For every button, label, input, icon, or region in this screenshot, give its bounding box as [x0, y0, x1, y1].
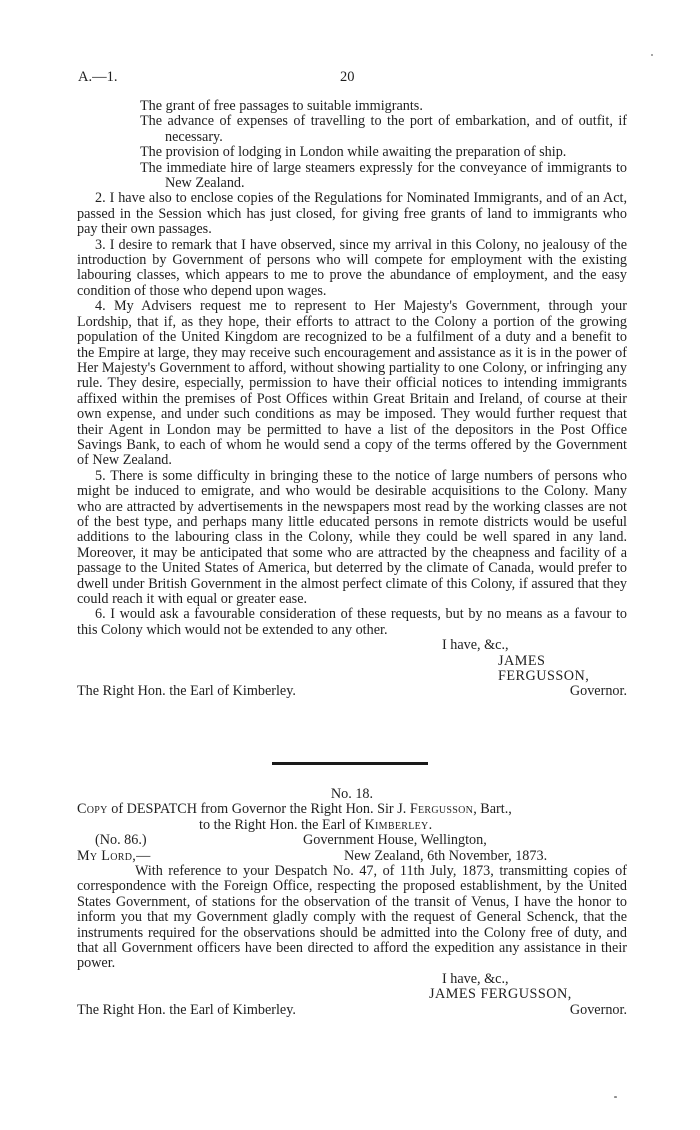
title-line2-name: Kimberley	[364, 816, 429, 833]
paragraph: 5. There is some difficulty in bringing these to the notice of large numbers of persons who might be induced to emigrate, and who would be desirable acquisitions to the Colony. Many who are attracted by advertisements in the newspapers most read by the working classes are not of the best type, and perhaps many little educated persons in remote districts would be useful additions to the labouring class in the Colony, while they could be well spared in any land. Moreover, it may be anticipated that some who are attracted by the cheapness and facility of a passage to the United States of America, but deterred by the climate of Canada, would prefer to dwell under British Government in the almost perfect climate of this Colony, if assured that they could reach it with equal or greater ease.	[77, 467, 627, 607]
paragraph: 2. I have also to enclose copies of the Regulations for Nominated Immigrants, and of an Act, passed in the Session which has just closed, for giving free grants of land to immigrants who pay their own passages.	[77, 190, 627, 238]
addressee: The Right Hon. the Earl of Kimberley.	[77, 1001, 296, 1018]
list-item: The grant of free passages to suitable immigrants.	[140, 98, 423, 114]
list-item: The immediate hire of large steamers expressly for the conveyance of immigrants to New Zealand.	[140, 159, 627, 192]
print-speck	[614, 1096, 617, 1098]
place-line-1: Government House, Wellington,	[303, 832, 487, 849]
paragraph: 4. My Advisers request me to represent to Her Majesty's Government, through your Lordship, that if, as they hope, their efforts to attract to the Colony a portion of the growing population of the United Kingdom are recognized to be a fulfilment of a duty and a benefit to the Empire at large, they may receive such encouragement and assistance as it is in the power of Her Majesty's Government to afford, without showing partiality to one Colony, or infringing any rule. They desire, especially, permission to have their official notices to intending immigrants affixed within the premises of Post Offices within Great Britain and Ireland, of course at their own expense, and under such conditions as may be imposed. They would further request that their Agent in London may be permitted to have a list of the depositors in the Post Office Savings Bank, to each of whom he would send a copy of the terms offered by the Government of New Zealand.	[77, 298, 627, 469]
title-main: of DESPATCH from Governor the Right Hon. Sir J.	[107, 801, 410, 818]
addressee-line	[77, 684, 627, 699]
page-number: 20	[340, 69, 355, 85]
title-bart: , Bart.,	[473, 801, 512, 818]
despatch-18	[77, 787, 627, 1018]
despatch-number: No. 18.	[330, 786, 374, 802]
paragraph: 3. I desire to remark that I have observed, since my arrival in this Colony, no jealousy of the introduction by Government of persons who will compete for employment with the existing labouring classes, which appears to me to prove the abundance of employment, and the easy condition of those who depend upon wages.	[77, 236, 627, 299]
title-line2-prefix: to the Right Hon. the Earl of	[199, 816, 365, 833]
addressee-line	[77, 1003, 627, 1018]
signature: JAMES FERGUSSON,	[498, 652, 590, 685]
closing-formula: I have, &c.,	[442, 970, 509, 987]
signature: JAMES FERGUSSON,	[429, 986, 572, 1003]
salutation: My Lord,—	[77, 847, 151, 864]
paragraph: 6. I would ask a favourable consideration of these requests, but by no means as a favour to this Colony which would not be extended to any other.	[77, 606, 627, 638]
list-item: The provision of lodging in London while awaiting the preparation of ship.	[140, 144, 567, 161]
place-line-2: New Zealand, 6th November, 1873.	[344, 847, 548, 864]
signatory-title: Governor.	[569, 683, 627, 700]
salutation-row	[77, 849, 627, 864]
despatch-title	[77, 802, 627, 817]
reference-row	[77, 833, 627, 848]
signatory-title: Governor.	[569, 1001, 627, 1018]
print-speck	[651, 54, 653, 56]
closing-formula: I have, &c.,	[442, 637, 509, 654]
title-line2-end: .	[428, 816, 433, 833]
despatch-body	[77, 99, 627, 700]
section-divider	[272, 762, 428, 765]
addressee: The Right Hon. the Earl of Kimberley.	[77, 683, 296, 700]
despatch-ref-number: (No. 86.)	[95, 832, 147, 849]
title-name: Fergusson	[409, 801, 474, 818]
paragraph: With reference to your Despatch No. 47, of 11th July, 1873, transmitting copies of correspondence with the Foreign Office, respecting the proposed establishment, by the United States Government, of stations for the observation of the transit of Venus, I have the honor to inform you that my Government gladly comply with the request of General Schenck, that the instruments required for the observations should be admitted into the Colony free of duty, and that all Government officers have been directed to afford the expedition any assistance in their power.	[77, 863, 627, 972]
title-copy: Copy	[77, 801, 108, 818]
list-item: The advance of expenses of travelling to the port of embarkation, and of outfit, if necessary.	[140, 113, 627, 145]
document-reference: A.—1.	[78, 69, 118, 85]
despatch-title-line2	[77, 818, 627, 833]
